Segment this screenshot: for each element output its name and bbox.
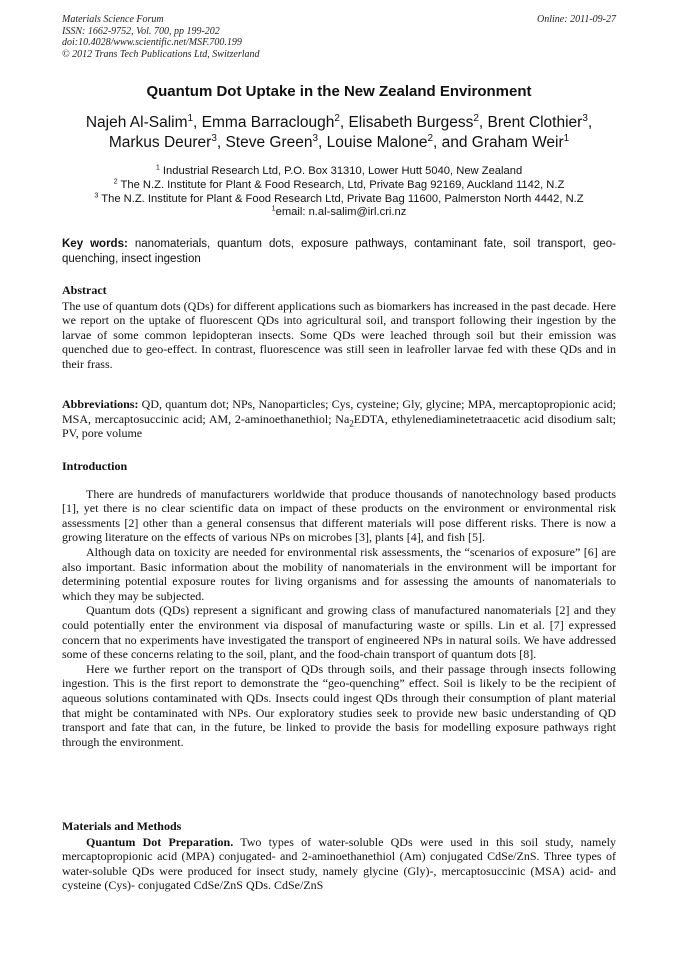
journal-header	[62, 14, 616, 60]
affiliation-3: $^3$ The N.Z. Institute for Plant & Food Research Ltd, Private Bag 11600, Palmerston North 4442, N.Z	[94, 190, 584, 205]
author-list: Najeh Al-Salim$^1$, Emma Barraclough$^2$, Elisabeth Burgess$^2$, Brent Clothier$^3$, Markus Deurer$^3$, Steve Green$^3$, Louise Malone$^2$, and Graham Weir$^1$	[85, 112, 593, 151]
author: Graham Weir$^1$	[471, 132, 570, 151]
paper-title: Quantum Dot Uptake in the New Zealand Environment	[146, 83, 532, 100]
methods-section	[62, 819, 616, 893]
journal-name: Materials Science Forum	[62, 14, 164, 25]
keywords-text: nanomaterials, quantum dots, exposure pathways, contaminant fate, soil transport, geo-quenching, insect ingestion	[62, 238, 616, 265]
copyright-line: © 2012 Trans Tech Publications Ltd, Switzerland	[62, 48, 260, 60]
methods-text: Two types of water-soluble QDs were used in this soil study, namely mercaptopropionic acid (MPA) conjugated- and 2-aminoethanethiol (Am) conjugated CdSe/ZnS. Three types of water-soluble QDs were produced for insect study, namely glycine (Gly)-, mercaptosuccinic (MSA) acid- and cysteine (Cys)- conjugated CdSe/ZnS QDs. CdSe/ZnS	[62, 834, 617, 893]
doi-line: doi:10.4028/www.scientific.net/MSF.700.199	[62, 37, 242, 48]
intro-paragraph-2: Although data on toxicity are needed for environmental risk assessments, the “scenarios of exposure” [6] are also important. Basic information about the mobility of nanomaterials in the environment will be important for determining potential exposure routes for living organisms and for assessing the amounts of nanomaterials to which they may be subjected.	[62, 544, 616, 603]
affiliation-2: $^2$ The N.Z. Institute for Plant & Food Research, Ltd, Private Bag 92169, Auckland 1142, N.Z	[113, 177, 565, 191]
author: Najeh Al-Salim$^1$	[85, 112, 194, 131]
keywords	[62, 237, 616, 267]
abstract-heading: Abstract	[62, 283, 107, 297]
author: Louise Malone$^2$	[326, 132, 433, 151]
intro-paragraph-4: Here we further report on the transport of QDs through soils, and their passage through insects following ingestion. This is the first report to demonstrate the “geo-quenching” effect. Soil is likely to be the recipient of aqueous solutions contaminated with QDs. Insects could ingest QDs through their consumption of plant material that might be contaminated with NPs. Our exploratory studies seek to provide new basic understanding of QD transport and fate that can, in the future, be linked to provide the basis for modelling exposure pathways right through the environment.	[62, 661, 616, 749]
abbreviations-label: Abbreviations:	[62, 397, 139, 411]
abstract-text: The use of quantum dots (QDs) for different applications such as biomarkers has increased in the past decade. Here we report on the uptake of fluorescent QDs into agricultural soil, and transport following their ingestion by the larvae of some common lepidopteran insects. Some QDs were leached through soil but their emission was quenched due to geo-effect. In contrast, fluorescence was still seen in leafroller larvae fed with these QDs and in their frass.	[62, 298, 616, 371]
methods-heading: Materials and Methods	[62, 819, 182, 833]
issn-line: ISSN: 1662-9752, Vol. 700, pp 199-202	[62, 25, 220, 37]
introduction-section	[62, 459, 616, 749]
author: Steve Green$^3$	[225, 132, 319, 151]
author: Emma Barraclough$^2$	[201, 112, 340, 131]
affiliation-1: $^1$ Industrial Research Ltd, P.O. Box 31310, Lower Hutt 5040, New Zealand	[155, 163, 523, 177]
abbreviations-section: Abbreviations: QD, quantum dot; NPs, Nanoparticles; Cys, cysteine; Gly, glycine; MPA, mercaptopropionic acid; MSA, mercaptosuccinic acid; AM, 2-aminoethanethiol; $Na_2EDTA$, ethylenediaminetetraacetic acid disodium salt; PV, pore volume	[62, 397, 617, 441]
methods-subheading: Quantum Dot Preparation.	[86, 834, 234, 849]
author: Elisabeth Burgess$^2$	[348, 112, 479, 131]
author: Brent Clothier$^3$	[487, 112, 588, 131]
intro-paragraph-3: Quantum dots (QDs) represent a significant and growing class of manufactured nanomaterials [2] and they could potentially enter the environment via disposal of manufacturing waste or spills. Lin et al. [7] expressed concern that no experiments have investigated the transport of engineered NPs in natural soils. We have addressed some of these concerns relating to the soil, plant, and the food-chain transport of quantum dots [8].	[62, 603, 616, 662]
abstract-section	[62, 283, 616, 372]
keywords-label: Key words:	[62, 238, 128, 250]
author: Markus Deurer$^3$	[108, 132, 217, 151]
introduction-heading: Introduction	[62, 459, 128, 473]
intro-paragraph-1: There are hundreds of manufacturers worldwide that produce thousands of nanotechnology based products [1], yet there is no clear scientific data on impact of these products on the environment or environmental risk assessments [2] other than a general consensus that different materials will pose different risks. There is now a growing literature on the effects of various NPs on microbes [3], plants [4], and fish [5].	[62, 486, 616, 545]
corresponding-email: $^1$email: n.al-salim@irl.cri.nz	[271, 204, 407, 219]
online-date: Online: 2011-09-27	[537, 14, 616, 25]
affiliations	[58, 165, 620, 220]
